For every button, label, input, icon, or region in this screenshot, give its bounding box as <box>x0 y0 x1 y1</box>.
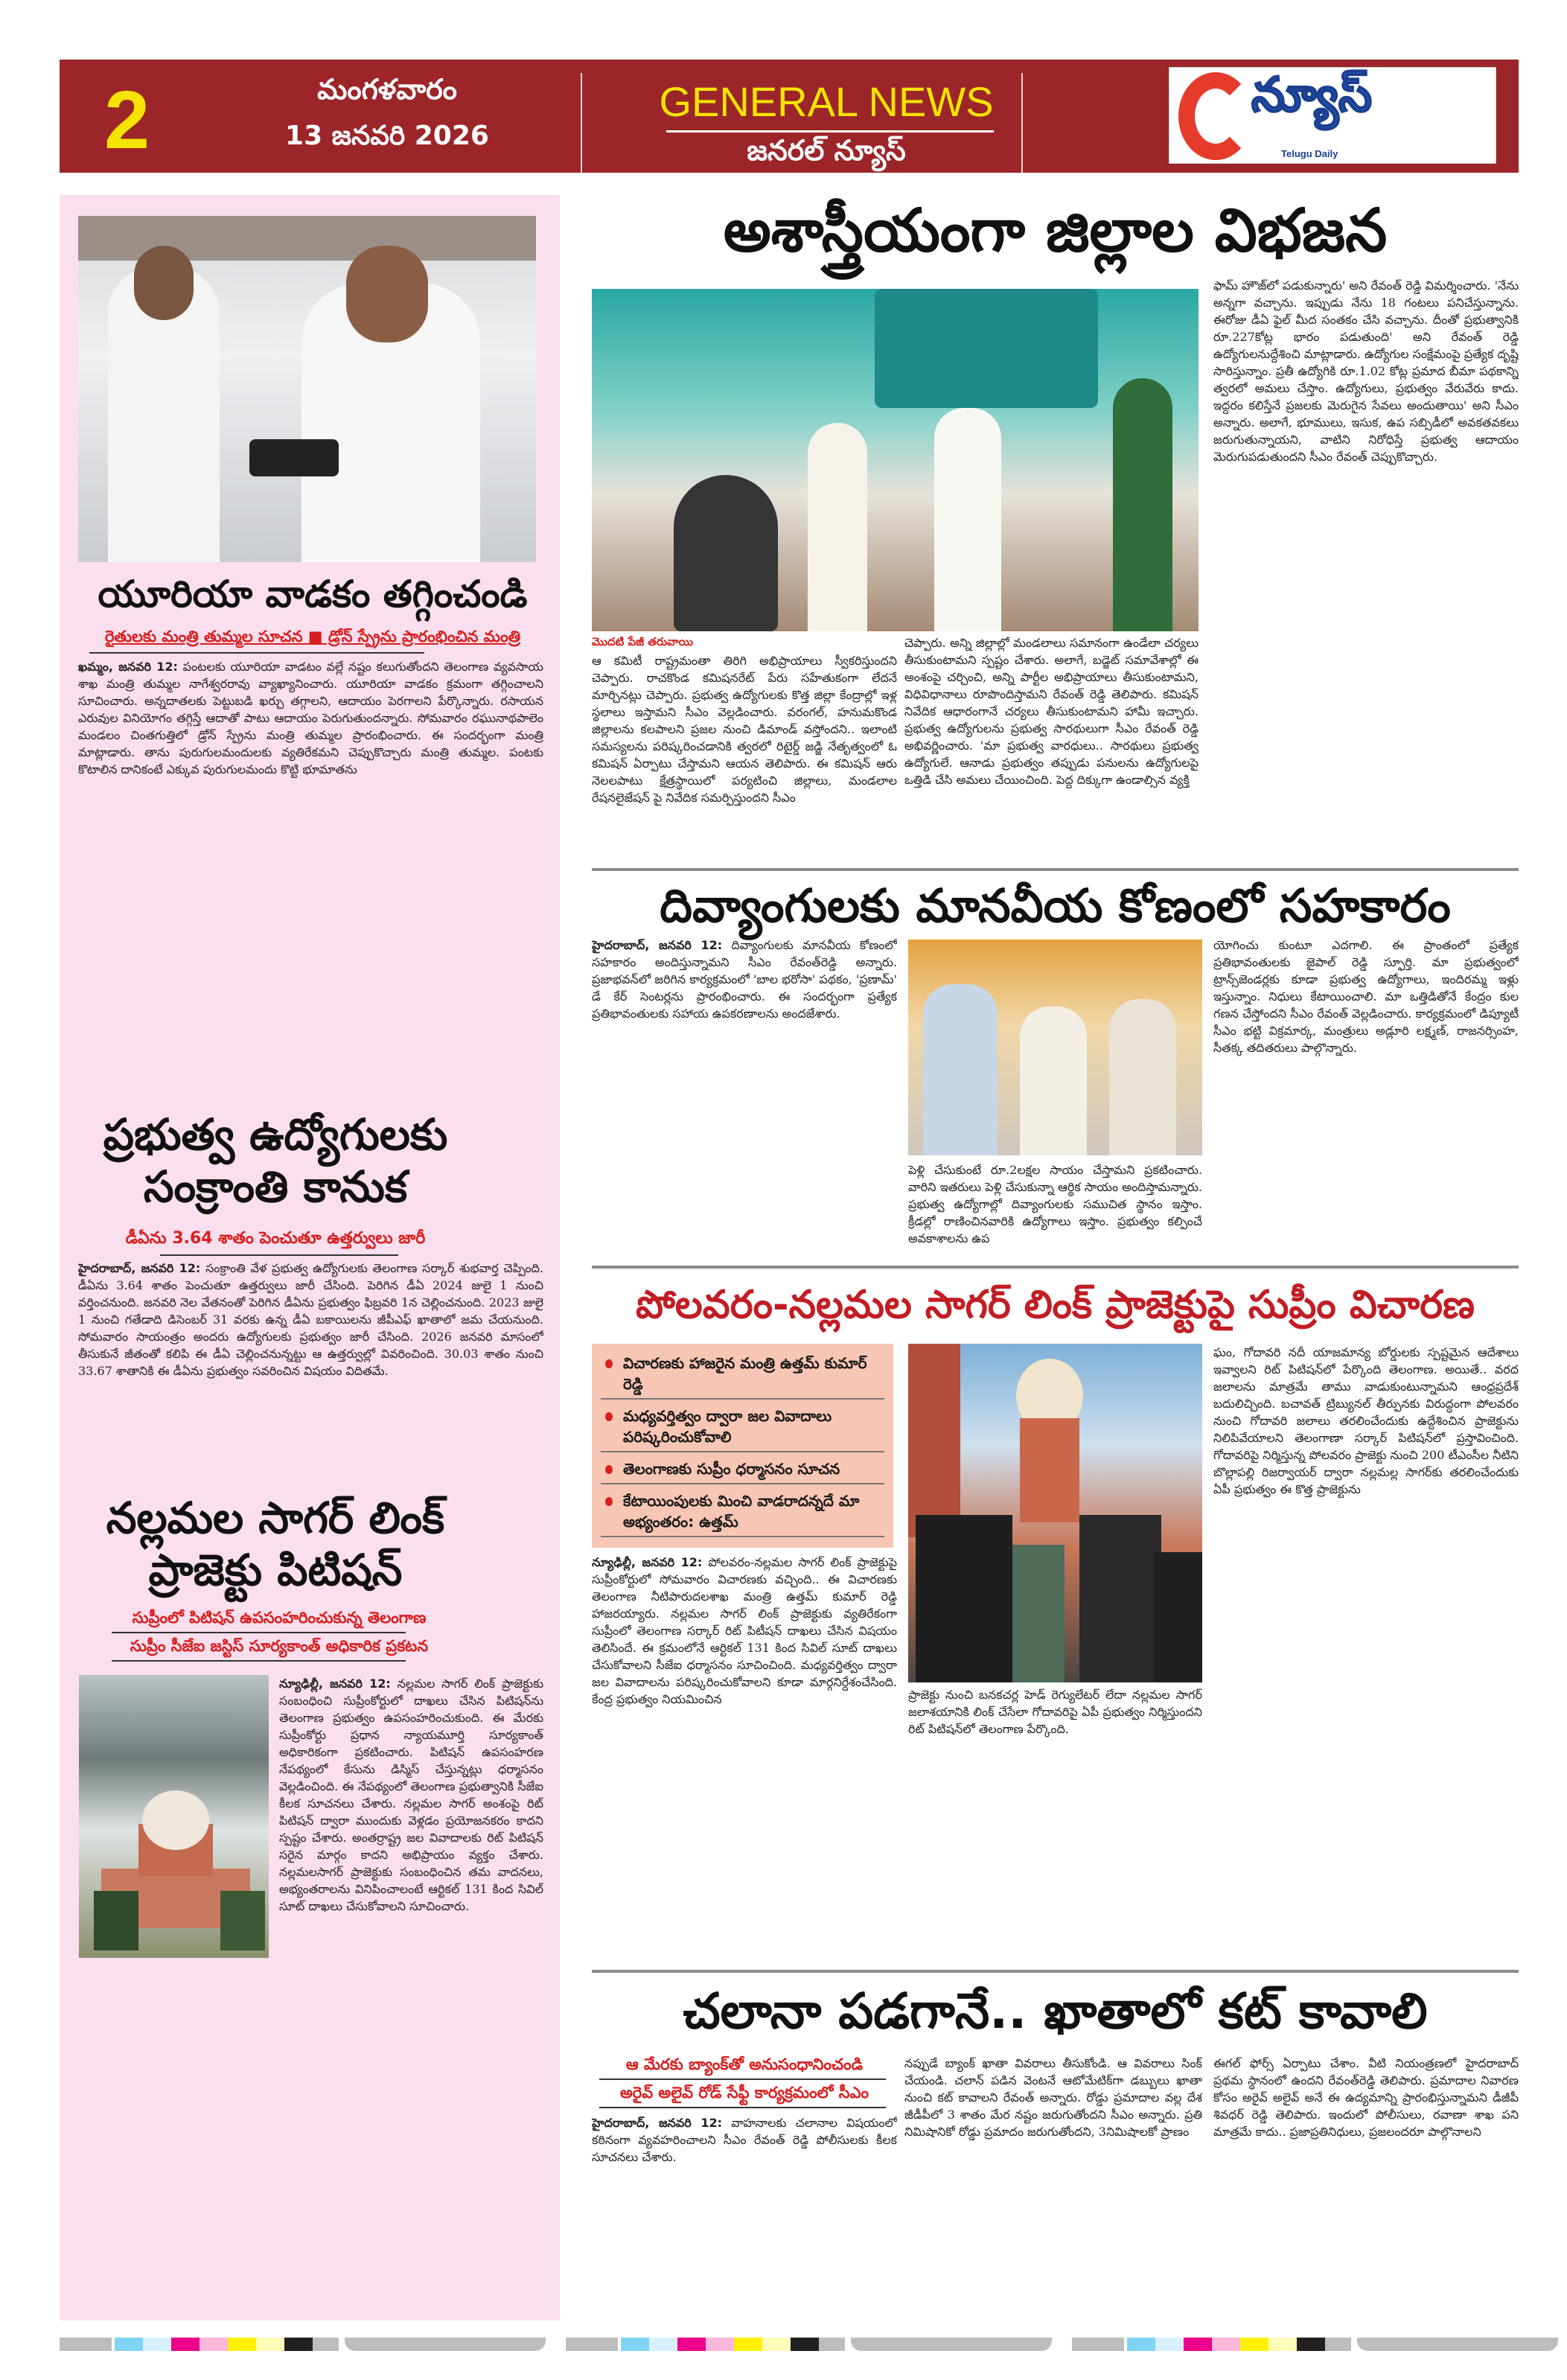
color-swatch <box>1268 2338 1297 2351</box>
article-body: న్యూఢిల్లీ, జనవరి 12: నల్లమల సాగర్ లింక్ ప్రాజెక్టుకు సంబంధించి సుప్రీంకోర్టులో దాఖలు చేసిన పిటిషన్‌ను తెలంగాణ ప్రభుత్వం ఉపసంహరించుకుంది. ఈ మేరకు సుప్రీంకోర్టు ప్రధాన న్యాయమూర్తి సూర్యకాంత్ అధికారికంగా ప్రకటించారు. పిటిషన్ ఉపసంహరణ నేపథ్యంలో కేసును డిస్మిస్ చేస్తున్నట్లు ధర్మాసనం వెల్లడించింది. ఈ నేపథ్యంలో తెలంగాణ ప్రభుత్వానికి సీజేఐ కీలక సూచనలు చేశారు. నల్లమల సాగర్ అంశంపై రిట్ పిటిషన్ ద్వారా ముందుకు వెళ్లడం ప్రయోజనకరం కాదని స్పష్టం చేశారు. అంతర్రాష్ట్ర జల వివాదాలకు రిట్ పిటిషన్ సరైన మార్గం కాదని అభిప్రాయం వ్యక్తం చేశారు. నల్లమలసాగర్ ప్రాజెక్టుకు సంబంధించిన తమ వాదనలు, అభ్యంతరాలను వినిపించాలంటే ఆర్టికల్ 131 కింద సివిల్ సూట్ దాఖలు చేసుకోవాలని సూచించారు. <box>279 1676 543 1913</box>
divyang-event-photo <box>908 939 1202 1155</box>
subheadline: అరైవ్ అలైవ్ రోడ్ సేఫ్టీ కార్యక్రమంలో సీఎం <box>619 2084 869 2102</box>
headline: చలానా పడగానే.. ఖాతాలో కట్ కావాలి <box>683 1982 1428 2040</box>
gray-bar <box>1357 2338 1558 2351</box>
headline: యూరియా వాడకం తగ్గించండి <box>98 572 528 616</box>
article-body: యోగించు కుంటూ ఎదగాలి. ఈ ప్రాంతంలో ప్రత్యేక ప్రతిభావంతులకు జైపాల్ రెడ్డి స్ఫూర్తి. మా ప్రభుత్వంలో ట్రాన్స్‌జెండర్లకు కూడా ప్రభుత్వ ఉద్యోగాలు, ఇందిరమ్మ ఇళ్లు ఇస్తున్నాం. నిధులు కేటాయించాలి. మా ఒత్తిడితోనే కేంద్రం కుల గణన చేస్తోందని సీఎం రేవంత్ వెల్లడించారు. కార్యక్రమంలో డిప్యూటీ సీఎం భట్టి విక్రమార్క, మంత్రులు అడ్లూరి లక్ష్మణ్, రాజనర్సింహ, సీతక్క తదితరులు పాల్గొన్నారు. <box>1213 938 1519 1055</box>
color-swatch <box>1297 2338 1325 2351</box>
divider <box>592 868 1519 871</box>
highlight-item: విచారణకు హాజరైన మంత్రి ఉత్తమ్ కుమార్ రెడ్డి <box>601 1353 884 1400</box>
cm-event-photo <box>592 289 1199 631</box>
logo-wordmark: న్యూస్ <box>1251 68 1372 123</box>
article-body: నప్పుడే బ్యాంక్ ఖాతా వివరాలు తీసుకోండి. ఆ వివరాలు సింక్ చేయండి. చలాన్ పడిన వెంటనే ఆటోమేటిక్‌గా డబ్బులు ఖాతా నుంచి కట్ కావాలని రేవంత్ అన్నారు. రోడ్డు ప్రమాదాల వల్ల దేశ జీడీపీలో 3 శాతం మేర నష్టం జరుగుతోందని సీఎం అన్నారు. ప్రతి నిమిషానికో రోడ్డు ప్రమాదం జరుగుతోందని, 3నిమిషాలకో ప్రాణం <box>904 2056 1202 2139</box>
color-swatch <box>143 2338 171 2351</box>
divider <box>112 1660 406 1662</box>
section-title-te: జనరల్ న్యూస్ <box>747 134 906 167</box>
headline: దివ్యాంగులకు మానవీయ కోణంలో సహకారం <box>660 878 1451 933</box>
color-swatch <box>115 2338 143 2351</box>
divider <box>1021 73 1023 173</box>
article-body: హైదరాబాద్, జనవరి 12: సంక్రాంతి వేళ ప్రభుత్వ ఉద్యోగులకు తెలంగాణ సర్కార్ శుభవార్త చెప్పింది. డీఏను 3.64 శాతం పెంచుతూ ఉత్తర్వులు జారీ చేసింది. పెరిగిన డీఏ 2024 జులై 1 నుంచి వర్తించనుంది. జనవరి నెల వేతనంతో పెరిగిన డీఏను ప్రభుత్వం ఫిబ్రవరి 1న చెల్లించనుంది. 2023 జులై 1 నుంచి గతేడాది డిసెంబర్ 31 వరకు ఉన్న డీఏ బకాయిలను జీపీఎఫ్ ఖాతాలో జమ చేయనుంది. సోమవారం సాయంత్రం అందరు ఉద్యోగులకు ప్రభుత్వం జారీ చేసింది. 2026 జనవరి మాసంలో తీసుకునే జీతంతో కలిపి ఈ డీఏ చెల్లించనున్నట్టు ఆ ఉత్తర్వుల్లో వివరించింది. 30.03 శాతం నుంచి 33.67 శాతానికి ఈ డీఏను ప్రభుత్వం సవరించిన విషయం విదితమే. <box>78 1261 543 1378</box>
article-body: ఆ కమిటీ రాష్ట్రమంతా తిరిగి అభిప్రాయాలు స్వీకరిస్తుందని చెప్పారు. రాచకొండ కమిషనరేట్ పేరు సహేతుకంగా లేదనే మార్చినట్లు చెప్పారు. ప్రభుత్వ ఉద్యోగులకు కొత్త జిల్లా కేంద్రాల్లో ఇళ్ల స్థలాలు ఇస్తామని సీఎం వెల్లడించారు. వరంగల్, హనుమకొండ జిల్లాలను కలపాలని ప్రజల నుంచి డిమాండ్ వస్తోందని.. ఇలాంటి సమస్యలను పరిష్కరించడానికి త్వరలో రిటైర్డ్ జడ్జి నేతృత్వంలో ఓ కమిషన్ ఏర్పాటు చేస్తామని ఆయన తెలిపారు. ఈ కమిషన్ ఆరు నెలలపాటు క్షేత్రస్థాయిలో పర్యటించి జిల్లాలు, మండలాల రేషనలైజేషన్ పై నివేదిక సమర్పిస్తుందని సీఎం <box>592 654 897 805</box>
continued-label: మొదటి పేజీ తరువాయి <box>592 635 694 648</box>
article-body: ఖమ్మం, జనవరి 12: పంటలకు యూరియా వాడటం వల్లే నష్టం కలుగుతోందని తెలంగాణ వ్యవసాయ శాఖ మంత్రి తుమ్మల నాగేశ్వరరావు వ్యాఖ్యానించారు. యూరియా వాడకం క్రమంగా తగ్గించాలని సూచించారు. అన్నదాతలకు పెట్టుబడి ఖర్చు తగ్గాలని, ఆదాయం పెరగాలని పేర్కొన్నారు. రసాయన ఎరువుల వినియోగం తగ్గిస్తే ఆదాతో పాటు ఆదాయం పెరుగుతుందన్నారు. సోమవారం రఘునాథపాలెం మండలం చింతగుత్తిలో డ్రోన్ స్ప్రేను మంత్రి తుమ్మల ప్రారంభించారు. ఈ సందర్భంగా మంత్రి మాట్లాడారు. తాను పురుగులమందులకు వ్యతిరేకమని చెప్పుకొచ్చారు మంత్రి తుమ్మల. పంటకు కొటాలిన దానికంటే ఎక్కువ పురుగులమందు కొట్టి భూమాతను <box>78 660 543 776</box>
court-dome-icon <box>908 1344 1202 1682</box>
subheadline: డీఏను 3.64 శాతం పెంచుతూ ఉత్తర్వులు జారీ <box>125 1229 426 1248</box>
divider <box>112 1632 406 1633</box>
color-swatch <box>621 2338 649 2351</box>
article-body: న్యూఢిల్లీ, జనవరి 12: పోలవరం-నల్లమల సాగర్ లింక్ ప్రాజెక్టుపై సుప్రీంకోర్టులో సోమవారం విచారణకు వచ్చింది.. ఈ విచారణకు తెలంగాణ నీటిపారుదలశాఖ మంత్రి ఉత్తమ్ కుమార్ రెడ్డి హాజరయ్యారు. నల్లమల సాగర్ లింక్ ప్రాజెక్టుకు వ్యతిరేకంగా సుప్రీంలో తెలంగాణ సర్కార్ రిట్ పిటీషన్ దాఖలు చేసిన విషయం తెలిసిందే. ఈ క్రమంలోనే ఆర్టికల్ 131 కింద సివిల్ సూట్ దాఖలు చేసుకోవాలని సీజేఐ ధర్మాసనం సూచించింది. మధ్యవర్తిత్వం ద్వారా జల వివాదాలను పరిష్కరించుకోవాలని కూడా మార్గనిర్దేశంచేసింది. కేంద్ర ప్రభుత్వం నియమించిన <box>592 1555 897 1706</box>
masthead <box>60 60 1519 173</box>
article-body: చెప్పారు. అన్ని జిల్లాల్లో మండలాలు సమానంగా ఉండేలా చర్యలు తీసుకుంటామని స్పష్టం చేశారు. అలాగే, బడ్జెట్ సమావేశాల్లో ఈ అంశంపై చర్చించి, అన్ని పార్టీల అభిప్రాయాలు తీసుకుంటామని, విధివిధానాలు రూపొందిస్తామని రేవంత్ రెడ్డి తెలిపారు. కమిషన్ నివేదిక ఆధారంగానే చర్యలు తీసుకుంటామని హామీ ఇచ్చారు. ప్రభుత్వ ఉద్యోగులను ప్రభుత్వ సారథులుగా సీఎం రేవంత్ రెడ్డి అభివర్ణించారు. 'మా ప్రభుత్వ వారధులు.. సారథులు ప్రభుత్వ ఉద్యోగులే. ఆనాడు ప్రభుత్వం తప్పుడు పనులను ఉద్యోగులపై ఒత్తిడి చేసి అమలు చేయించింది. పెద్ద దిక్కుగా ఉండాల్సిన వ్యక్తి <box>904 636 1199 787</box>
article-body: హైదరాబాద్, జనవరి 12: వాహనాలకు చలానాల విషయంలో కఠినంగా వ్యవహరించాలని సీఎం రేవంత్ రెడ్డి పోలీసులకు కీలక సూచనలు చేశారు. <box>592 2116 897 2164</box>
minister-drone-photo <box>78 216 536 562</box>
color-swatch <box>762 2338 791 2351</box>
divider <box>599 2078 886 2080</box>
color-swatch <box>1072 2338 1124 2351</box>
color-swatch <box>256 2338 284 2351</box>
divider <box>581 73 582 173</box>
color-swatch <box>819 2338 845 2351</box>
gray-bar <box>345 2338 546 2351</box>
subheadline: సుప్రీం సీజేఐ జస్టిస్ సూర్యకాంత్ అధికారిక ప్రకటన <box>130 1637 429 1655</box>
article-body: ప్రాజెక్టు నుంచి బనకచర్ల హెడ్ రెగ్యులేటర్ లేదా నల్లమల సాగర్ జలాశయానికి లింక్ చేసేలా గోదావరిపై ఏపీ ప్రభుత్వం నిర్మిస్తుందని రిట్ పిటిషన్‌లో తెలంగాణ పేర్కొంది. <box>908 1688 1202 1736</box>
color-swatch <box>1212 2338 1240 2351</box>
issue-day: మంగళవారం <box>317 73 457 106</box>
color-swatch <box>677 2338 706 2351</box>
subheadline: సుప్రీంలో పిటిషన్ ఉపసంహరించుకున్న తెలంగాణ <box>132 1609 427 1627</box>
article-body: హైదరాబాద్, జనవరి 12: దివ్యాంగులకు మానవీయ కోణంలో సహకారం అందిస్తున్నామని సీఎం రేవంత్‌రెడ్డి అన్నారు. ప్రజాభవన్‌లో జరిగిన కార్యక్రమంలో 'బాల భరోసా' పథకం, 'ప్రణామ్' డే కేర్ సెంటర్లను ప్రారంభించారు. ఈ సందర్భంగా ప్రత్యేక ప్రతిభావంతులకు సహాయ ఉపకరణాలను అందజేశారు. <box>592 938 897 1021</box>
highlights-box <box>592 1344 893 1548</box>
article-body: ఫామ్ హౌజ్‌లో పడుకున్నారు' అని రేవంత్ రెడ్డి విమర్శించారు. 'నేను అన్నగా వచ్చాను. ఇప్పుడు నేను 18 గంటలు పనిచేస్తున్నాను. ఈరోజు డీఏ ఫైల్ మీద సంతకం చేసి వచ్చాను. దీంతో ప్రభుత్వానికి రూ.227కోట్ల భారం పడుతుంది' అని రేవంత్ రెడ్డి ఉద్యోగులనుద్దేశించి మాట్లాడారు. ఉద్యోగుల సంక్షేమంపై ప్రత్యేక దృష్టి సారిస్తున్నాం. ప్రతీ ఉద్యోగికి రూ.1.02 కోట్ల ప్రమాద బీమా పథకాన్ని త్వరలో అమలు చేస్తాం. ఉద్యోగులు, ప్రభుత్వం వేరువేరు కాదు. ఇద్దరం కలిస్తేనే ప్రజలకు మెరుగైన సేవలు అందుతాయి' అని సీఎం అన్నారు. అలాగే, భూములు, ఇసుక, ఉప సబ్సిడీలో అవకతవకలు జరుగుతున్నాయని, వాటిని నిరోధిస్తే ప్రభుత్వ ఆదాయం మెరుగుపడుతుందని సీఎం రేవంత్ చెప్పుకొచ్చారు. <box>1213 278 1519 464</box>
color-swatch <box>1155 2338 1184 2351</box>
highlight-item: తెలంగాణకు సుప్రీం ధర్మాసనం సూచన <box>601 1458 884 1484</box>
divider <box>160 1254 398 1256</box>
logo-g-icon <box>1178 72 1253 160</box>
court-ministers-photo <box>908 1344 1202 1682</box>
divider <box>666 130 994 133</box>
headline: ప్రభుత్వ ఉద్యోగులకు సంక్రాంతి కానుక <box>103 1109 448 1212</box>
color-swatch <box>60 2338 112 2351</box>
highlight-item: మధ్యవర్తిత్వం ద్వారా జల వివాదాలు పరిష్కరించుకోవాలి <box>601 1406 884 1452</box>
color-swatch <box>200 2338 228 2351</box>
color-swatch <box>1240 2338 1268 2351</box>
article-body: ఘం, గోదావరి నదీ యాజమాన్య బోర్డులకు స్పష్టమైన ఆదేశాలు ఇవ్వాలని రిట్ పిటిషన్‌లో పేర్కొంది తెలంగాణ. అయితే.. వరద జలాలను మాత్రమే తాము వాడుకుంటున్నామని ఆంధ్రప్రదేశ్ బదులిచ్చింది. బచావత్ ట్రిబ్యునల్ తీర్పునకు విరుద్ధంగా పోలవరం నుంచి గోదావరి జలాలు తరలించేందుకు ఉద్దేశించిన ప్రాజెక్టును నిలిపివేయాలని తెలంగాణా సర్కార్ పిటిషన్‌లో ప్రస్తావించింది. గోదావరిపై నిర్మిస్తున్న పోలవరం ప్రాజెక్టు నుంచి 200 టీఎంసీల నీటిని బొల్లాపల్లి రిజర్వాయర్ ద్వారా నల్లమల్ల సాగర్‌కు తరలించేందుకు ఏపీ ప్రభుత్వం ఈ కొత్త ప్రాజెక్టును <box>1213 1345 1519 1496</box>
color-swatch <box>1184 2338 1212 2351</box>
divider <box>599 2107 886 2108</box>
color-swatch <box>228 2338 256 2351</box>
color-swatch <box>791 2338 819 2351</box>
headline: పోలవరం-నల్లమల సాగర్ లింక్ ప్రాజెక్టుపై సుప్రీం విచారణ <box>636 1283 1475 1327</box>
color-swatch <box>313 2338 339 2351</box>
gray-bar <box>851 2338 1052 2351</box>
article-body: ఈగల్ ఫోర్స్ ఏర్పాటు చేశాం. వీటి నియంత్రణలో హైదరాబాద్ ప్రథమ స్థానంలో ఉందని రేవంత్‌రెడ్డి తెలిపారు. ప్రమాదాల నివారణ కోసం అరైవ్ అలైవ్ అనే ఈ ఉద్యమాన్ని ప్రారంభిస్తున్నామని డీజీపీ శివధర్ రెడ్డి తెలిపారు. ఇందులో పోలీసులు, రవాణా శాఖ పని మాత్రమే కాదు.. ప్రజాప్రతినిధులు, ప్రజలందరూ పాల్గొనాలని <box>1213 2056 1519 2139</box>
issue-date: 13 జనవరి 2026 <box>285 121 489 151</box>
highlight-item: కేటాయింపులకు మించి వాడరాదన్నదే మా అభ్యంతరం: ఉత్తమ్ <box>601 1490 884 1537</box>
supreme-court-photo <box>79 1675 269 1958</box>
page-number: 2 <box>104 74 150 166</box>
article-body: పెళ్లి చేసుకుంటే రూ.2లక్షల సాయం చేస్తామని ప్రకటించారు. వారిని ఇతరులు పెళ్లి చేసుకున్నా ఆర్థిక సాయం అందిస్తామన్నారు. ప్రభుత్వ ఉద్యోగాల్లో దివ్యాంగులకు సముచిత స్థానం ఇస్తాం. క్రీడల్లో రాణించినవారికి ఉద్యోగాలు ఇస్తాం. ప్రభుత్వం కల్పించే అవకాశాలను ఉప <box>908 1163 1202 1245</box>
divider <box>592 1970 1519 1973</box>
color-swatch <box>1127 2338 1155 2351</box>
color-swatch <box>171 2338 200 2351</box>
color-swatch <box>1325 2338 1351 2351</box>
logo-subtitle: Telugu Daily <box>1281 148 1338 159</box>
color-swatch <box>566 2338 618 2351</box>
subheadline: రైతులకు మంత్రి తుమ్మల సూచన ■ డ్రోన్ స్ప్రేను ప్రారంభించిన మంత్రి <box>104 628 521 645</box>
subheadline: ఆ మేరకు బ్యాంక్‌తో అనుసంధానించండి <box>625 2055 864 2073</box>
color-swatch <box>284 2338 313 2351</box>
headline: అశాస్త్రీయంగా జిల్లాల విభజన <box>723 196 1388 265</box>
section-title-en: GENERAL NEWS <box>659 78 994 125</box>
color-swatch <box>706 2338 734 2351</box>
newspaper-logo <box>1169 67 1496 164</box>
divider <box>592 1266 1519 1269</box>
court-dome-icon <box>79 1675 269 1958</box>
color-swatch <box>734 2338 762 2351</box>
divider <box>89 652 424 654</box>
color-swatch <box>649 2338 677 2351</box>
headline: నల్లమల సాగర్ లింక్ ప్రాజెక్టు పిటిషన్ <box>106 1493 445 1595</box>
